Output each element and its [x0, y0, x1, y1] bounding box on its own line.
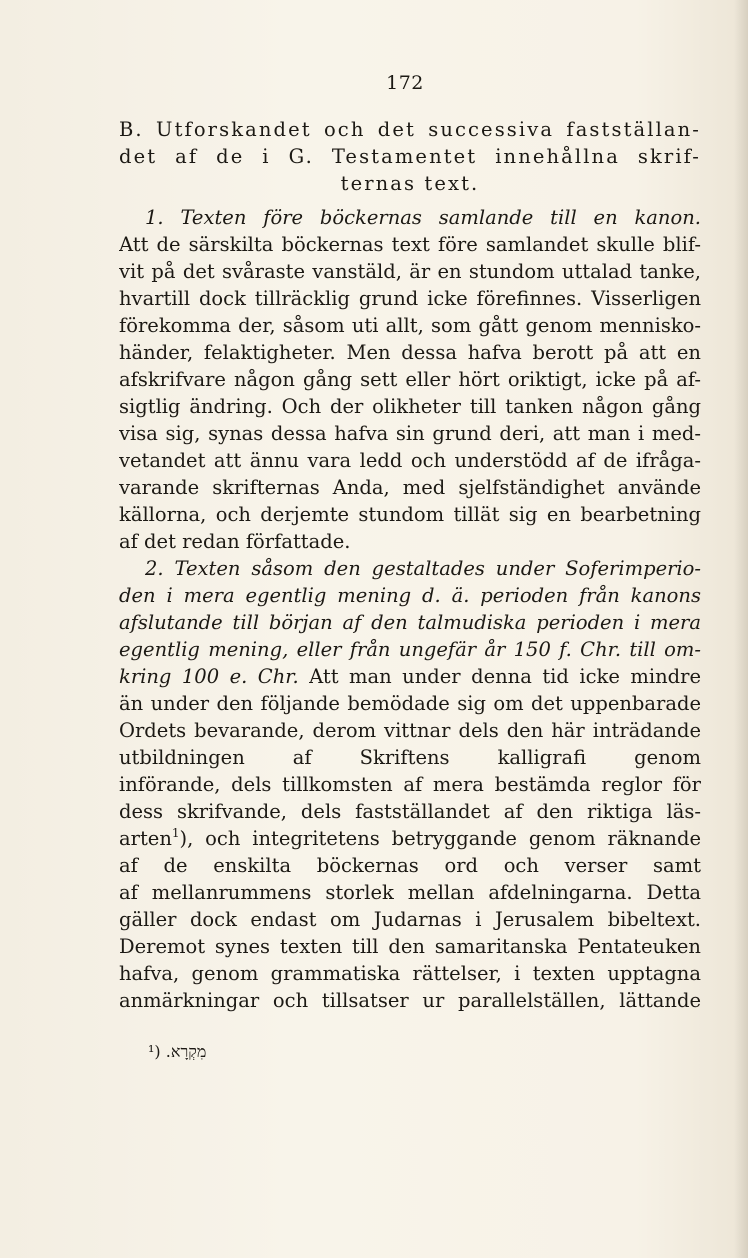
heading-line: ternas text.: [340, 172, 480, 195]
subsection-title: 2. Texten såsom den gestaltades under Soferimperio-: [145, 557, 701, 580]
subsection-title: 1. Texten före böckernas samlande till en kanon.: [145, 206, 701, 229]
text-line: varande skrifternas Anda, med sjelfständighet använde: [119, 476, 701, 499]
text-line: vit på det svåraste vanstäld, är en stundom uttalad tanke,: [119, 260, 701, 283]
subsection-title-end: kring 100 e. Chr.: [119, 665, 299, 688]
text-line: vetandet att ännu vara ledd och understödd af de ifråga-: [119, 449, 701, 472]
text-line: anmärkningar och tillsatser ur parallelställen, lättande: [119, 989, 701, 1012]
text-line: Att de särskilta böckernas text före samlandet skulle blif-: [119, 233, 701, 256]
text-line: källorna, och derjemte stundom tillät sig en bearbetning: [119, 503, 701, 526]
section-2: [119, 555, 701, 1014]
text-line: Deremot synes texten till den samaritanska Pentateuken: [119, 935, 701, 958]
text-line: händer, felaktigheter. Men dessa hafva berott på att en: [119, 341, 701, 364]
footnote-marker[interactable]: 1: [171, 826, 180, 840]
mixed-line: [119, 663, 701, 690]
subsection-title: egentlig mening, eller från ungefär år 150 f. Chr. till om-: [119, 638, 701, 661]
text-line: visa sig, synas dessa hafva sin grund deri, att man i med-: [119, 422, 701, 445]
footnote-text: מִקְרָא.: [165, 1042, 207, 1061]
page-edge-shadow: [734, 0, 748, 1258]
subsection-title: den i mera egentlig mening d. ä. perioden från kanons: [119, 584, 701, 607]
text-line: af det redan författade.: [119, 530, 351, 553]
text-line: hvartill dock tillräcklig grund icke förefinnes. Visserligen: [119, 287, 701, 310]
text-line: utbildningen af Skriftens kalligrafi genom: [119, 746, 701, 769]
text-fragment: Att man under denna tid icke mindre: [298, 665, 701, 688]
footnote-reference-line: [119, 825, 701, 852]
text-fragment: ), och integritetens betryggande genom räknande: [179, 827, 701, 850]
section-1: [119, 204, 701, 555]
text-line: införande, dels tillkomsten af mera bestämda reglor för: [119, 773, 701, 796]
subsection-title: afslutande till början af den talmudiska perioden i mera: [119, 611, 701, 634]
footnote: [148, 1041, 206, 1063]
text-line: af de enskilta böckernas ord och verser samt: [119, 854, 701, 877]
text-line: Ordets bevarande, derom vittnar dels den här inträdande: [119, 719, 701, 742]
section-heading: [119, 116, 701, 197]
text-line: afskrifvare någon gång sett eller hört oriktigt, icke på af-: [119, 368, 701, 391]
text-line: hafva, genom grammatiska rättelser, i texten upptagna: [119, 962, 701, 985]
page-number: 172: [386, 72, 424, 94]
heading-line: det af de i G. Testamentet innehållna skrif-: [119, 145, 701, 168]
text-fragment: arten: [119, 827, 172, 850]
heading-line: B. Utforskandet och det successiva fastställan-: [119, 118, 701, 141]
text-line: förekomma der, såsom uti allt, som gått genom mennisko-: [119, 314, 701, 337]
text-line: af mellanrummens storlek mellan afdelningarna. Detta: [119, 881, 701, 904]
text-line: gäller dock endast om Judarnas i Jerusalem bibeltext.: [119, 908, 701, 931]
text-line: än under den följande bemödade sig om det uppenbarade: [119, 692, 701, 715]
text-line: sigtlig ändring. Och der olikheter till tanken någon gång: [119, 395, 701, 418]
footnote-marker-label: ¹): [148, 1042, 161, 1061]
text-line: dess skrifvande, dels fastställandet af den riktiga läs-: [119, 800, 701, 823]
